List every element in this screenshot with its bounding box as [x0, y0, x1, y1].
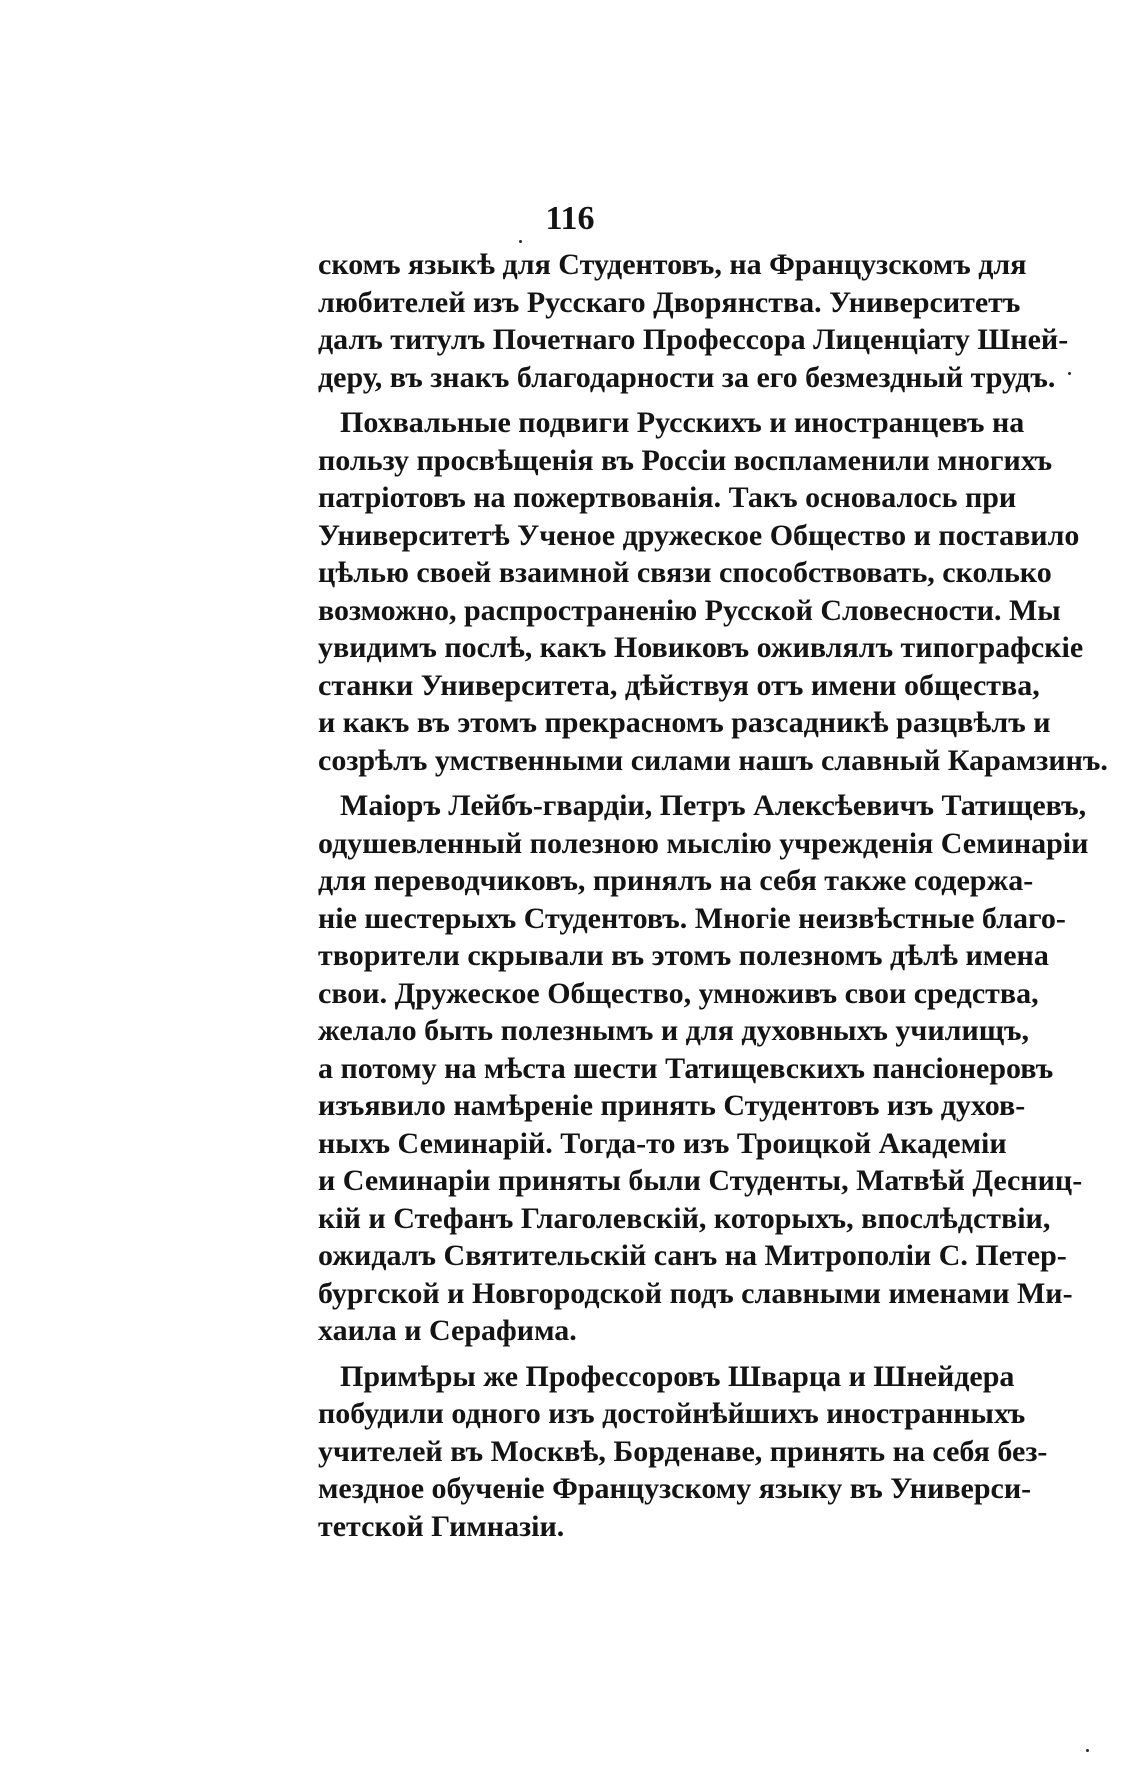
text-line: станки Университета, дѣйствуя отъ имени общества, — [318, 668, 1040, 702]
text-line: возможно, распространенію Русской Словесности. Мы — [318, 593, 1061, 627]
text-line: тетской Гимназіи. — [318, 1509, 565, 1543]
print-speck — [1086, 1749, 1089, 1752]
text-line: учителей въ Москвѣ, Борденаве, принять на себя без- — [318, 1434, 1048, 1468]
text-line: ныхъ Семинарій. Тогда-то изъ Троицкой Академіи — [318, 1126, 1007, 1160]
text-line: ніе шестерыхъ Студентовъ. Многіе неизвѣстные благо- — [318, 901, 1066, 935]
text-line: патріотовъ на пожертвованія. Такъ основалось при — [318, 481, 1017, 514]
text-line: творители скрывали въ этомъ полезномъ дѣлѣ имена — [318, 939, 1049, 972]
paragraph-4 — [318, 1358, 1048, 1546]
text-line: хаила и Серафима. — [318, 1314, 577, 1347]
text-line: желало быть полезнымъ и для духовныхъ училищъ, — [318, 1014, 1030, 1047]
text-line: бургской и Новгородской подъ славными именами Ми- — [318, 1276, 1073, 1310]
text-line: пользу просвѣщенія въ Россіи воспламенили многихъ — [318, 443, 1053, 477]
paragraph-2 — [318, 404, 1108, 779]
text-line: любителей изъ Русскаго Дворянства. Университетъ — [318, 285, 1021, 319]
text-line: скомъ языкѣ для Студентовъ, на Французскомъ для — [318, 248, 1027, 281]
text-line: Похвальные подвиги Русскихъ и иностранцевъ на — [340, 406, 1025, 439]
page-number: 116 — [545, 200, 595, 237]
text-line: для переводчиковъ, принялъ на себя также содержа- — [318, 864, 1034, 897]
text-line: далъ титулъ Почетнаго Профессора Лиценціату Шней- — [318, 323, 1069, 356]
text-line: Маіоръ Лейбъ-гвардіи, Петръ Алексѣевичъ Татищевъ, — [340, 789, 1087, 822]
text-line: мездное обученіе Французскому языку въ Универси- — [318, 1472, 1032, 1505]
text-line: свои. Дружеское Общество, умноживъ свои средства, — [318, 976, 1039, 1010]
text-line: деру, въ знакъ благодарности за его безмездный трудъ. — [318, 360, 1056, 394]
body-text — [318, 246, 1108, 1545]
paragraph-3 — [318, 787, 1089, 1350]
text-line: кій и Стефанъ Глаголевскій, которыхъ, впослѣдствіи, — [318, 1201, 1051, 1235]
text-line: увидимъ послѣ, какъ Новиковъ оживлялъ типографскіе — [318, 631, 1084, 664]
text-line: ожидалъ Святительскій санъ на Митрополіи С. Петер- — [318, 1239, 1067, 1272]
print-speck — [519, 240, 522, 243]
text-line: одушевленный полезною мыслію учрежденія Семинаріи — [318, 826, 1089, 860]
text-line: побудили одного изъ достойнѣйшихъ иностранныхъ — [318, 1397, 1026, 1430]
text-line: Университетѣ Ученое дружеское Общество и поставило — [318, 518, 1080, 552]
text-line: цѣлью своей взаимной связи способствовать, сколько — [318, 556, 1052, 589]
text-line: Примѣры же Профессоровъ Шварца и Шнейдера — [340, 1359, 1015, 1393]
text-line: и какъ въ этомъ прекрасномъ разсадникѣ разцвѣлъ и — [318, 706, 1051, 739]
text-line: изъявило намѣреніе принять Студентовъ изъ духов- — [318, 1089, 1026, 1122]
text-line: а потому на мѣста шести Татищевскихъ пансіонеровъ — [318, 1051, 1054, 1085]
print-speck — [1068, 372, 1071, 375]
paragraph-1 — [318, 246, 1069, 396]
text-line: созрѣлъ умственными силами нашъ славный Карамзинъ. — [318, 743, 1108, 777]
text-line: и Семинаріи приняты были Студенты, Матвѣй Десниц- — [318, 1164, 1083, 1197]
